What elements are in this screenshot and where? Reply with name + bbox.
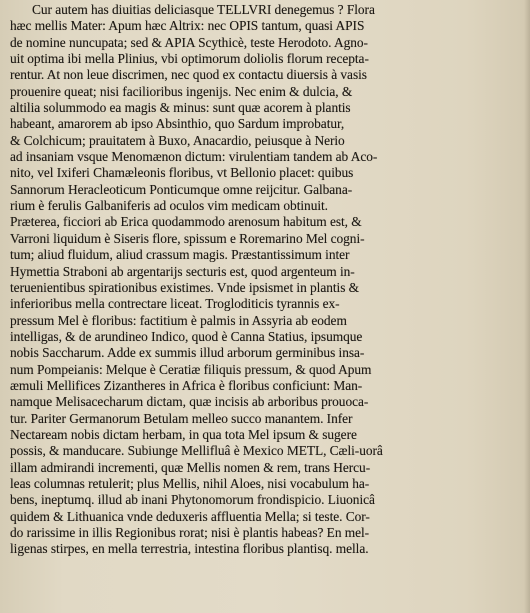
text-line: ligenas stirpes, en mella terrestria, intestina floribus plantisq. mella. — [10, 541, 369, 557]
text-line: teruenientibus spirationibus existimes. Vnde ipsismet in plantis & — [10, 279, 360, 295]
text-line: Sannorum Heracleoticum Ponticumque omne reijcitur. Galbana- — [10, 181, 353, 197]
text-line: æmuli Mellifices Zizantheres in Africa è floribus conficiunt: Man- — [10, 377, 363, 393]
text-line: nito, vel Ixiferi Chamæleonis floribus, vt Bellonio placet: quibus — [10, 165, 354, 181]
text-line: Hymettia Straboni ab argentarijs secturis est, quod argenteum in- — [10, 263, 355, 279]
text-line: de nomine nuncupata; sed & APIA Scythicè, teste Herodoto. Agno- — [10, 34, 368, 50]
text-line: rium è ferulis Galbaniferis ad oculos vim medicam obtinuit. — [10, 198, 328, 214]
text-line: do rarissime in illis Regionibus rorat; nisi è plantis habeas? En mel- — [10, 525, 370, 540]
text-line: tur. Pariter Germanorum Betulam melleo succo manantem. Infer — [10, 410, 353, 426]
text-line: & Colchicum; prauitatem à Buxo, Anacardio, peiusque à Nerio — [10, 132, 345, 148]
text-line: ad insaniam vsque Menomænon dictum: virulentiam tandem ab Aco- — [10, 149, 378, 165]
text-line: possis, & manducare. Subiunge Mellifluâ è Mexico METL, Cæli-uorâ — [10, 443, 383, 459]
text-line: namque Melisacecharum dictam, quæ incisis ab arboribus prouoca- — [10, 394, 369, 410]
page-edge-shadow — [524, 0, 530, 613]
text-line: Nectaream nobis dictam herbam, in qua tota Mel ipsum & sugere — [10, 426, 357, 442]
latin-text-body — [10, 2, 520, 558]
text-line: uit optima ibi mella Plinius, vbi optimorum doliolis florum recepta- — [10, 51, 369, 67]
text-line: Præterea, ficciori ab Erica quodammodo arenosum habitum est, & — [10, 214, 362, 230]
text-line: prouenire queat; nisi facilioribus ingenijs. Nec enim & dulcia, & — [10, 83, 353, 99]
text-line: leas columnas retulerit; plus Mellis, nihil Aloes, nisi vocabulum ha- — [10, 475, 370, 491]
text-line: Varroni liquidum è Siseris flore, spissum e Roremarino Mel cogni- — [10, 230, 365, 246]
text-line: nobis Saccharum. Adde ex summis illud arborum germinibus insa- — [10, 345, 365, 361]
text-line: illam admirandi incrementi, quæ Mellis nomen & rem, trans Hercu- — [10, 459, 371, 475]
text-line: hæc mellis Mater: Apum hæc Altrix: nec OPIS tantum, quasi APIS — [10, 18, 365, 34]
text-line: rentur. At non leue discrimen, nec quod ex contactu diuersis à vasis — [10, 67, 367, 83]
text-line: Cur autem has diuitias deliciasque TELLVRI denegemus ? Flora — [32, 2, 375, 17]
text-line: num Pompeianis: Melque è Ceratiæ filiquis pressum, & quod Apum — [10, 361, 372, 377]
text-line: bens, ineptumq. illud ab inani Phytonomorum frondispicio. Liuonicâ — [10, 492, 375, 508]
text-line: intelligas, & de arundineo Indico, quod è Canna Statius, ipsumque — [10, 328, 363, 344]
text-line: altilia solummodo ea magis & minus: sunt quæ acorem à plantis — [10, 100, 351, 116]
text-line: habeant, amarorem ab ipso Absinthio, quo Sardum improbatur, — [10, 116, 345, 132]
text-line: pressum Mel è floribus: factitium è palmis in Assyria ab eodem — [10, 312, 347, 328]
text-line: quidem & Lithuanica vnde deduxeris affluentia Mella; si teste. Cor- — [10, 508, 370, 524]
text-line: inferioribus mella contrectare liceat. Trogloditicis tyrannis ex- — [10, 296, 340, 312]
text-line: tum; aliud fluidum, aliud crassum magis. Præstantissimum inter — [10, 247, 350, 263]
